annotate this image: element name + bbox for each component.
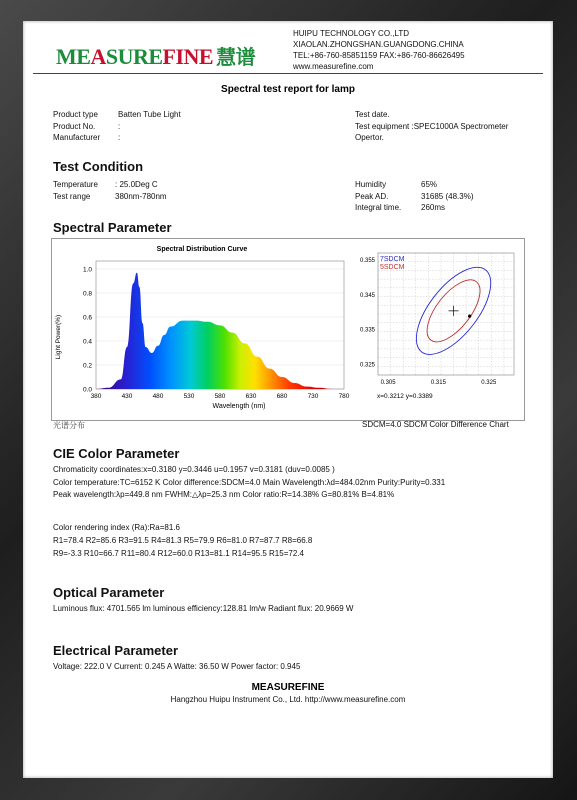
test-equipment: Test equipment :SPEC1000A Spectrometer [355, 121, 509, 131]
humidity-label: Humidity [355, 180, 387, 189]
spd-xtick: 730 [307, 393, 319, 400]
peak-ad-label: Peak AD. [355, 191, 389, 201]
sdcm-xtick: 0.325 [481, 380, 497, 386]
spd-ytick: 0.0 [82, 386, 92, 394]
sdcm-xy-readout: x=0.3212 y=0.3389 [377, 393, 433, 400]
company-phone: TEL:+86-760-85851159 FAX:+86-760-86626495 [293, 51, 465, 60]
spd-ytick: 1.0 [82, 266, 92, 274]
spd-xtick: 530 [183, 393, 195, 400]
peak-ad-value: 31685 (48.3%) [421, 191, 474, 201]
humidity-value: 65% [421, 180, 438, 189]
electrical-heading: Electrical Parameter [53, 643, 179, 658]
spectral-chart-panel [51, 238, 525, 421]
spd-xtick: 680 [276, 393, 288, 400]
footer-company: Hangzhou Huipu Instrument Co., Ltd. http://www.measurefine.com [170, 695, 406, 704]
spd-ytick: 0.2 [82, 362, 92, 370]
manufacturer-label: Manufacturer [53, 133, 101, 142]
electrical-line: Voltage: 222.0 V Current: 0.245 A Watte: 36.50 W Power factor: 0.945 [53, 662, 301, 671]
sdcm-ytick: 0.335 [359, 327, 375, 334]
cri-row-2: R9=-3.3 R10=66.7 R11=80.4 R12=60.0 R13=81.1 R14=95.5 R15=72.4 [53, 549, 304, 558]
optical-line: Luminous flux: 4701.565 lm luminous efficiency:128.81 lm/w Radiant flux: 20.9669 W [53, 604, 354, 613]
company-header [293, 28, 465, 72]
spd-ytick: 0.8 [82, 290, 92, 298]
footer-brand: MEASUREFINE [251, 682, 325, 693]
product-type-value: Batten Tube Light [118, 110, 181, 119]
sdcm-legend-5: 5SDCM [380, 264, 405, 271]
cie-lines [53, 464, 445, 502]
test-info [355, 109, 508, 144]
test-date: Test date. [355, 110, 390, 119]
sdcm-legend-7: 7SDCM [380, 256, 405, 263]
company-name: HUIPU TECHNOLOGY CO.,LTD [293, 29, 410, 38]
optical-heading: Optical Parameter [53, 585, 165, 600]
temperature-label: Temperature [53, 180, 98, 189]
sdcm-xtick: 0.305 [380, 380, 396, 386]
spd-xtick: 480 [152, 393, 164, 400]
condition-values-right [421, 179, 473, 214]
sdcm-ytick: 0.325 [359, 362, 375, 369]
spectral-distribution-chart [52, 239, 352, 417]
company-logo: MEASUREFINE 慧谱 [56, 44, 256, 69]
spd-xtick: 580 [214, 393, 226, 400]
sdcm-measured-point [468, 314, 471, 317]
temperature-value: : 25.0Deg C [115, 180, 158, 189]
spd-xtick: 630 [245, 393, 257, 400]
company-website: www.measurefine.com [293, 62, 374, 71]
spd-xlabel: Wavelength (nm) [212, 403, 266, 410]
product-no-label: Product No. [53, 121, 96, 131]
cie-heading: CIE Color Parameter [53, 446, 180, 461]
cri-lines [53, 521, 312, 560]
spd-ylabel: Light Power(%) [55, 314, 62, 360]
spd-curve-area [96, 273, 344, 389]
chromaticity-line: Chromaticity coordinates:x=0.3180 y=0.3446 u=0.1957 v=0.3181 (duv=0.0085 ) [53, 465, 335, 474]
product-labels [53, 109, 100, 144]
operator: Opertor. [355, 133, 384, 142]
spectral-parameter-heading: Spectral Parameter [53, 220, 172, 235]
test-range-value: 380nm-780nm [115, 191, 167, 201]
sdcm-xtick: 0.315 [430, 380, 446, 386]
sdcm-ellipse-chart [352, 239, 522, 417]
condition-values [115, 179, 167, 202]
company-address: XIAOLAN.ZHONGSHAN.GUANGDONG.CHINA [293, 40, 464, 49]
spd-xtick: 780 [338, 393, 350, 400]
test-condition-heading: Test Condition [53, 159, 144, 174]
test-range-label: Test range [53, 191, 91, 201]
product-values [118, 109, 181, 144]
manufacturer-value: : [118, 133, 121, 142]
spd-xtick: 380 [90, 393, 102, 400]
sdcm-ytick: 0.345 [359, 292, 375, 299]
sdcm-ytick: 0.355 [359, 257, 375, 264]
integral-time-label: Integral time. [355, 203, 402, 212]
sdcm-grid [378, 253, 514, 375]
report-title: Spectral test report for lamp [221, 84, 355, 95]
color-temperature-line: Color temperature:TC=6152 K Color difference:SDCM=4.0 Main Wavelength:λd=484.02nm Purity:Purity=0.331 [53, 477, 446, 487]
product-no-value: : [118, 121, 121, 131]
sdcm-border [378, 253, 514, 375]
header-divider [33, 73, 543, 74]
spd-ytick: 0.4 [82, 338, 92, 346]
spd-ytick: 0.6 [82, 314, 92, 322]
spectrum-caption: 光谱分布 [53, 421, 85, 430]
spd-title: Spectral Distribution Curve [156, 246, 248, 253]
condition-labels-right [355, 179, 401, 214]
spd-xtick: 430 [121, 393, 133, 400]
cri-ra-line: Color rendering index (Ra):Ra=81.6 [53, 523, 180, 532]
sdcm-caption: SDCM=4.0 SDCM Color Difference Chart [362, 420, 509, 429]
cri-row-1: R1=78.4 R2=85.6 R3=91.5 R4=81.3 R5=79.9 R6=81.0 R7=87.7 R8=66.8 [53, 536, 313, 545]
integral-time-value: 260ms [421, 203, 446, 212]
product-type-label: Product type [53, 110, 98, 119]
condition-labels [53, 179, 98, 202]
peak-wavelength-line: Peak wavelength:λp=449.8 nm FWHM:△λp=25.3 nm Color ratio:R=14.38% G=80.81% B=4.81% [53, 490, 395, 499]
report-page [23, 21, 553, 778]
